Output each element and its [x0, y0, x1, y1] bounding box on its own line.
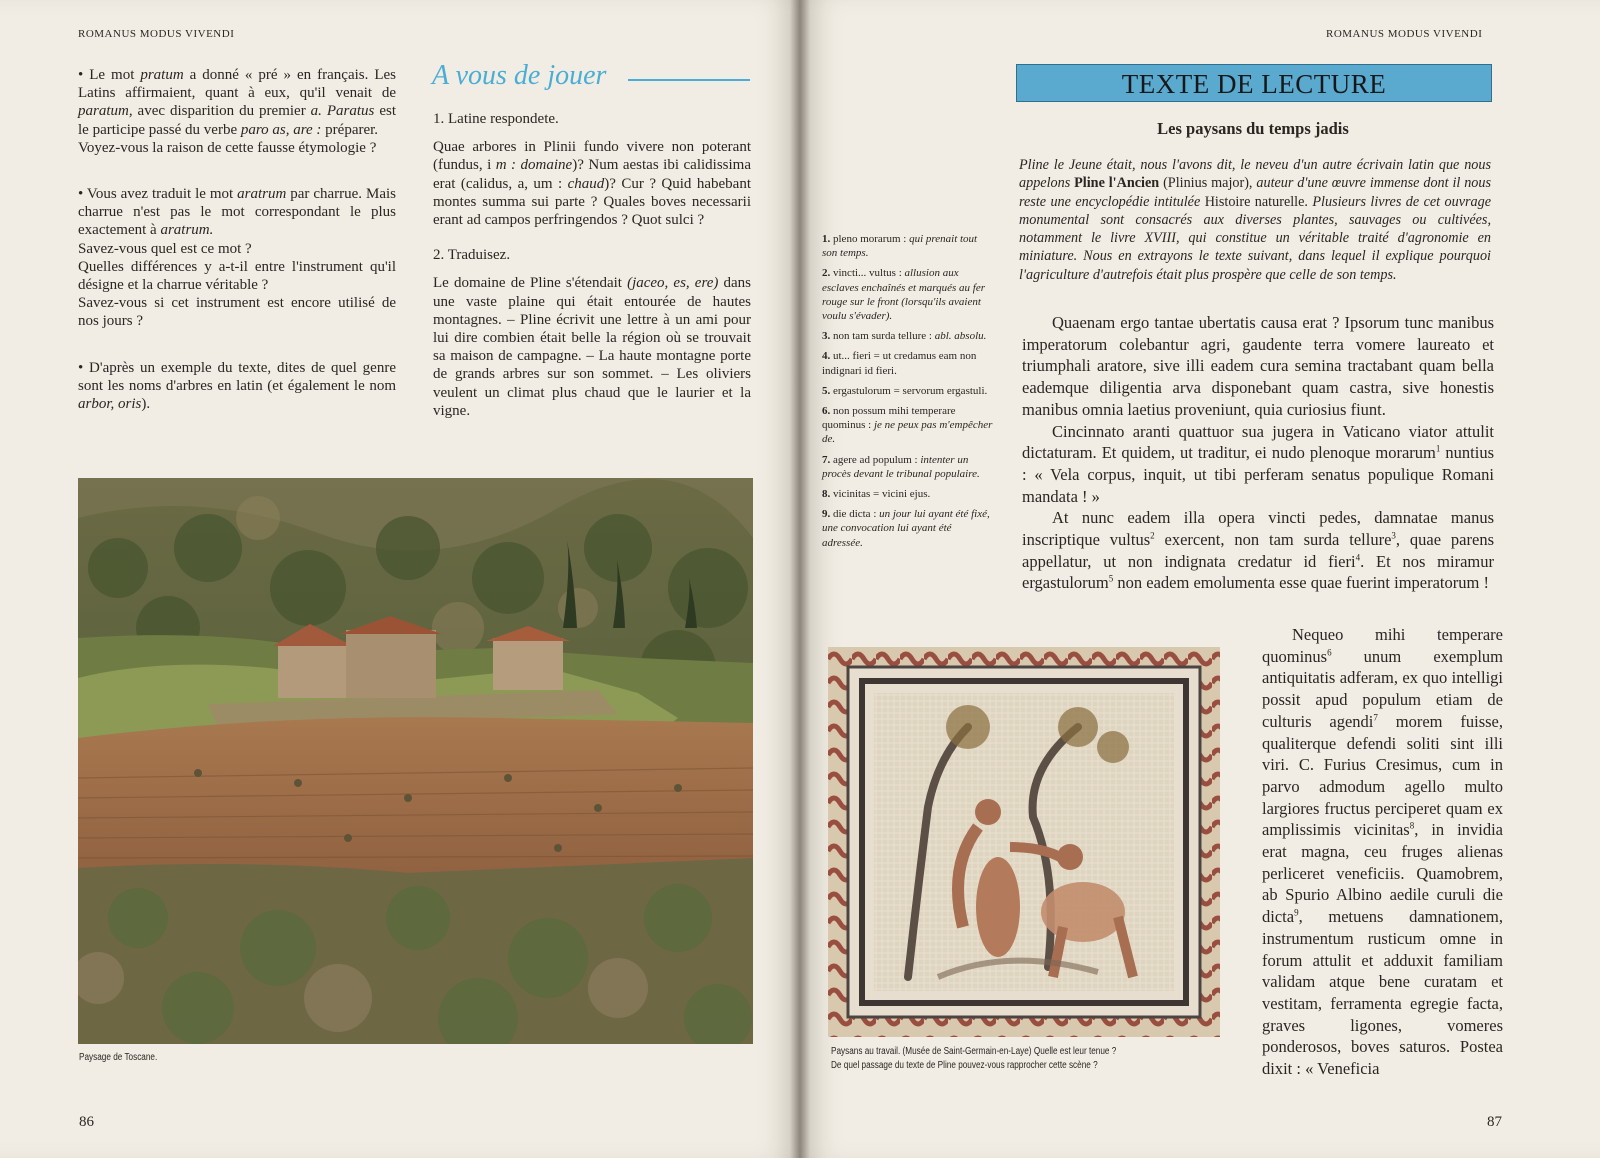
latin-paragraph-4: Nequeo mihi temperare quominus$^6$ unum exemplum antiquitatis adferam, ex quo intelligi possit apud populum etiam de culturis agendi$^7$ morem fuisse, qualiterque defendi soliti sint illi viri. C. Furius Cresimus, cum in parvo admodum agello multo largiores fructus perciperet quam ex amplissimis vicinitas$^8$, in invidia erat magna, ceu fruges alienas perliceret veneficiis. Quamobrem, ab Spurio Albino aedile curuli die dicta$^9$, metuens damnationem, instrumentum rusticum omne in forum attulit et adduxit familiam validam atque bene curatam et vestitam, ferramenta egregie facta, graves ligones, vomeres ponderosos, boves saturos. Postea dixit : « Veneficia [1262, 625, 1503, 1079]
question-1: • Le mot pratum a donné « pré » en français. Les Latins affirmaient, quant à eux, qu'il venait de paratum, avec disparition du premier a. Paratus est le participe passé du verbe paro as, are : préparer. [78, 67, 397, 138]
footnote: 8. vicinitas = vicini ejus. [822, 488, 931, 501]
right-running-head: ROMANUS MODUS VIVENDI [1326, 28, 1483, 40]
latin-text-lower [1262, 624, 1503, 1080]
photo-caption: Paysage de Toscane. [79, 1052, 158, 1063]
exercise-1-text: Quae arbores in Plinii fundo vivere non poterant (fundus, i m : domaine)? Num aestas ibi calidissima erat (calidus, a, um : chaud)? Cur ? Quid habebant montes summa sui parte ? Quales boves necessarii erant ad campos perfringendos ? Quot sulci ? [433, 139, 751, 229]
footnote: 5. ergastulorum = servorum ergastuli. [822, 384, 988, 397]
footnote: 1. pleno morarum : qui prenait tout son temps. [822, 233, 978, 260]
footnote: 7. agere ad populum : intenter un procès devant le tribunal populaire. [822, 453, 980, 480]
right-page [800, 0, 1600, 1158]
mosaic-caption-line-2: De quel passage du texte de Pline pouvez-vous rapprocher cette scène ? [831, 1060, 1098, 1071]
tuscany-landscape-photo [78, 478, 753, 1044]
footnote: 9. die dicta : un jour lui ayant été fixé, une convocation lui ayant été adressée. [822, 508, 990, 549]
footnote: 2. vincti... vultus : allusion aux esclaves enchaînés et marqués au fer rouge sur le front (lorsqu'ils avaient voulu s'évader). [822, 267, 986, 323]
mosaic-photo [828, 647, 1220, 1037]
footnote: 6. non possum mihi temperare quominus : je ne peux pas m'empêcher de. [822, 405, 993, 446]
mosaic-caption-line-1: Paysans au travail. (Musée de Saint-Germain-en-Laye) Quelle est leur tenue ? [831, 1046, 1117, 1057]
footnote: 3. non tam surda tellure : abl. absolu. [822, 330, 987, 343]
left-running-head: ROMANUS MODUS VIVENDI [78, 28, 235, 40]
reading-text-banner: TEXTE DE LECTURE [1016, 64, 1492, 102]
footnote: 4. ut... fieri = ut credamus eam non indignari id fieri. [822, 350, 977, 377]
question-3: • D'après un exemple du texte, dites de quel genre sont les noms d'arbres en latin (et également le nom arbor, oris). [78, 359, 396, 413]
latin-text-upper [1022, 312, 1494, 594]
reading-introduction: Pline le Jeune était, nous l'avons dit, le neveu d'un autre écrivain latin que nous appelons Pline l'Ancien (Plinius major), auteur d'une œuvre immense dont il nous reste une encyclopédie intitulée Histoire naturelle. Plusieurs livres de cet ouvrage monumental sont consacrés aux diverses plantes, sauvages ou cultivées, notamment le livre XVIII, qui constitue un véritable traité d'agronomie en miniature. Nous en extrayons le texte suivant, dans lequel il explique pourquoi l'agriculture d'autrefois était plus prospère que celle de son temps. [1019, 157, 1492, 283]
landscape-illustration [78, 478, 753, 1044]
left-page-number: 86 [79, 1114, 94, 1130]
latin-paragraph-1: Quaenam ergo tantae ubertatis causa erat ? Ipsorum tunc manibus imperatorum colebantur agri, gaudente terra vomere laureato et triumphali aratore, sive illi eadem cura semina tractabant quam bella eademque diligentia arva disponebant quam castra, sive honestis manibus omnia laetius proveniunt, quia curiosius fiunt. [1022, 313, 1494, 419]
question-1-ask: Voyez-vous la raison de cette fausse étymologie ? [78, 139, 377, 156]
jouer-title: A vous de jouer [432, 60, 607, 91]
exercises-column [433, 110, 751, 420]
exercise-2-heading: 2. Traduisez. [433, 247, 511, 264]
mosaic-illustration [828, 647, 1220, 1037]
question-2: • Vous avez traduit le mot aratrum par charrue. Mais charrue n'est pas le mot correspondant le plus exactement à aratrum. [78, 186, 396, 239]
latin-paragraph-2: Cincinnato aranti quattuor sua jugera in Vaticano viator attulit dictaturam. Et quidem, ut traditur, ei nudo plenoque morarum$^1$ nuntius : « Vela corpus, inquit, ut tibi perferam senatus populique Romani mandata ! » [1022, 421, 1494, 506]
footnotes-column [822, 232, 994, 556]
reading-subtitle: Les paysans du temps jadis [1157, 119, 1349, 138]
questions-column [78, 66, 396, 413]
latin-paragraph-3: At nunc eadem illa opera vincti pedes, damnatae manus inscriptique vultus$^2$ exercent, non tam surda tellure$^3$, quae parens appellatur, ut non indignata credatur id fieri$^4$. Et nos miramur ergastulorum$^5$ non eadem emolumenta esse quae fuerint imperatorum ! [1022, 508, 1494, 593]
question-2-ask-2: Quelles différences y a-t-il entre l'instrument qu'il désigne et la charrue véritable ? [78, 258, 396, 294]
question-2-ask-3: Savez-vous si cet instrument est encore utilisé de nos jours ? [78, 295, 396, 330]
right-page-number: 87 [1487, 1114, 1502, 1130]
question-2-ask-1: Savez-vous quel est ce mot ? [78, 240, 252, 257]
exercise-1-heading: 1. Latine respondete. [433, 111, 559, 127]
exercise-2-text: Le domaine de Pline s'étendait (jaceo, es, ere) dans une vaste plaine qui était entourée de hautes montagnes. – Pline écrivit une lettre à un ami pour lui dire combien était belle la région où se trouvait sa maison de campagne. – La haute montagne porte de grands arbres sur son sommet. – Les oliviers veulent un climat plus chaud que le laurier et la vigne. [433, 275, 752, 419]
jouer-title-rule [628, 79, 750, 81]
book-gutter [790, 0, 810, 1158]
